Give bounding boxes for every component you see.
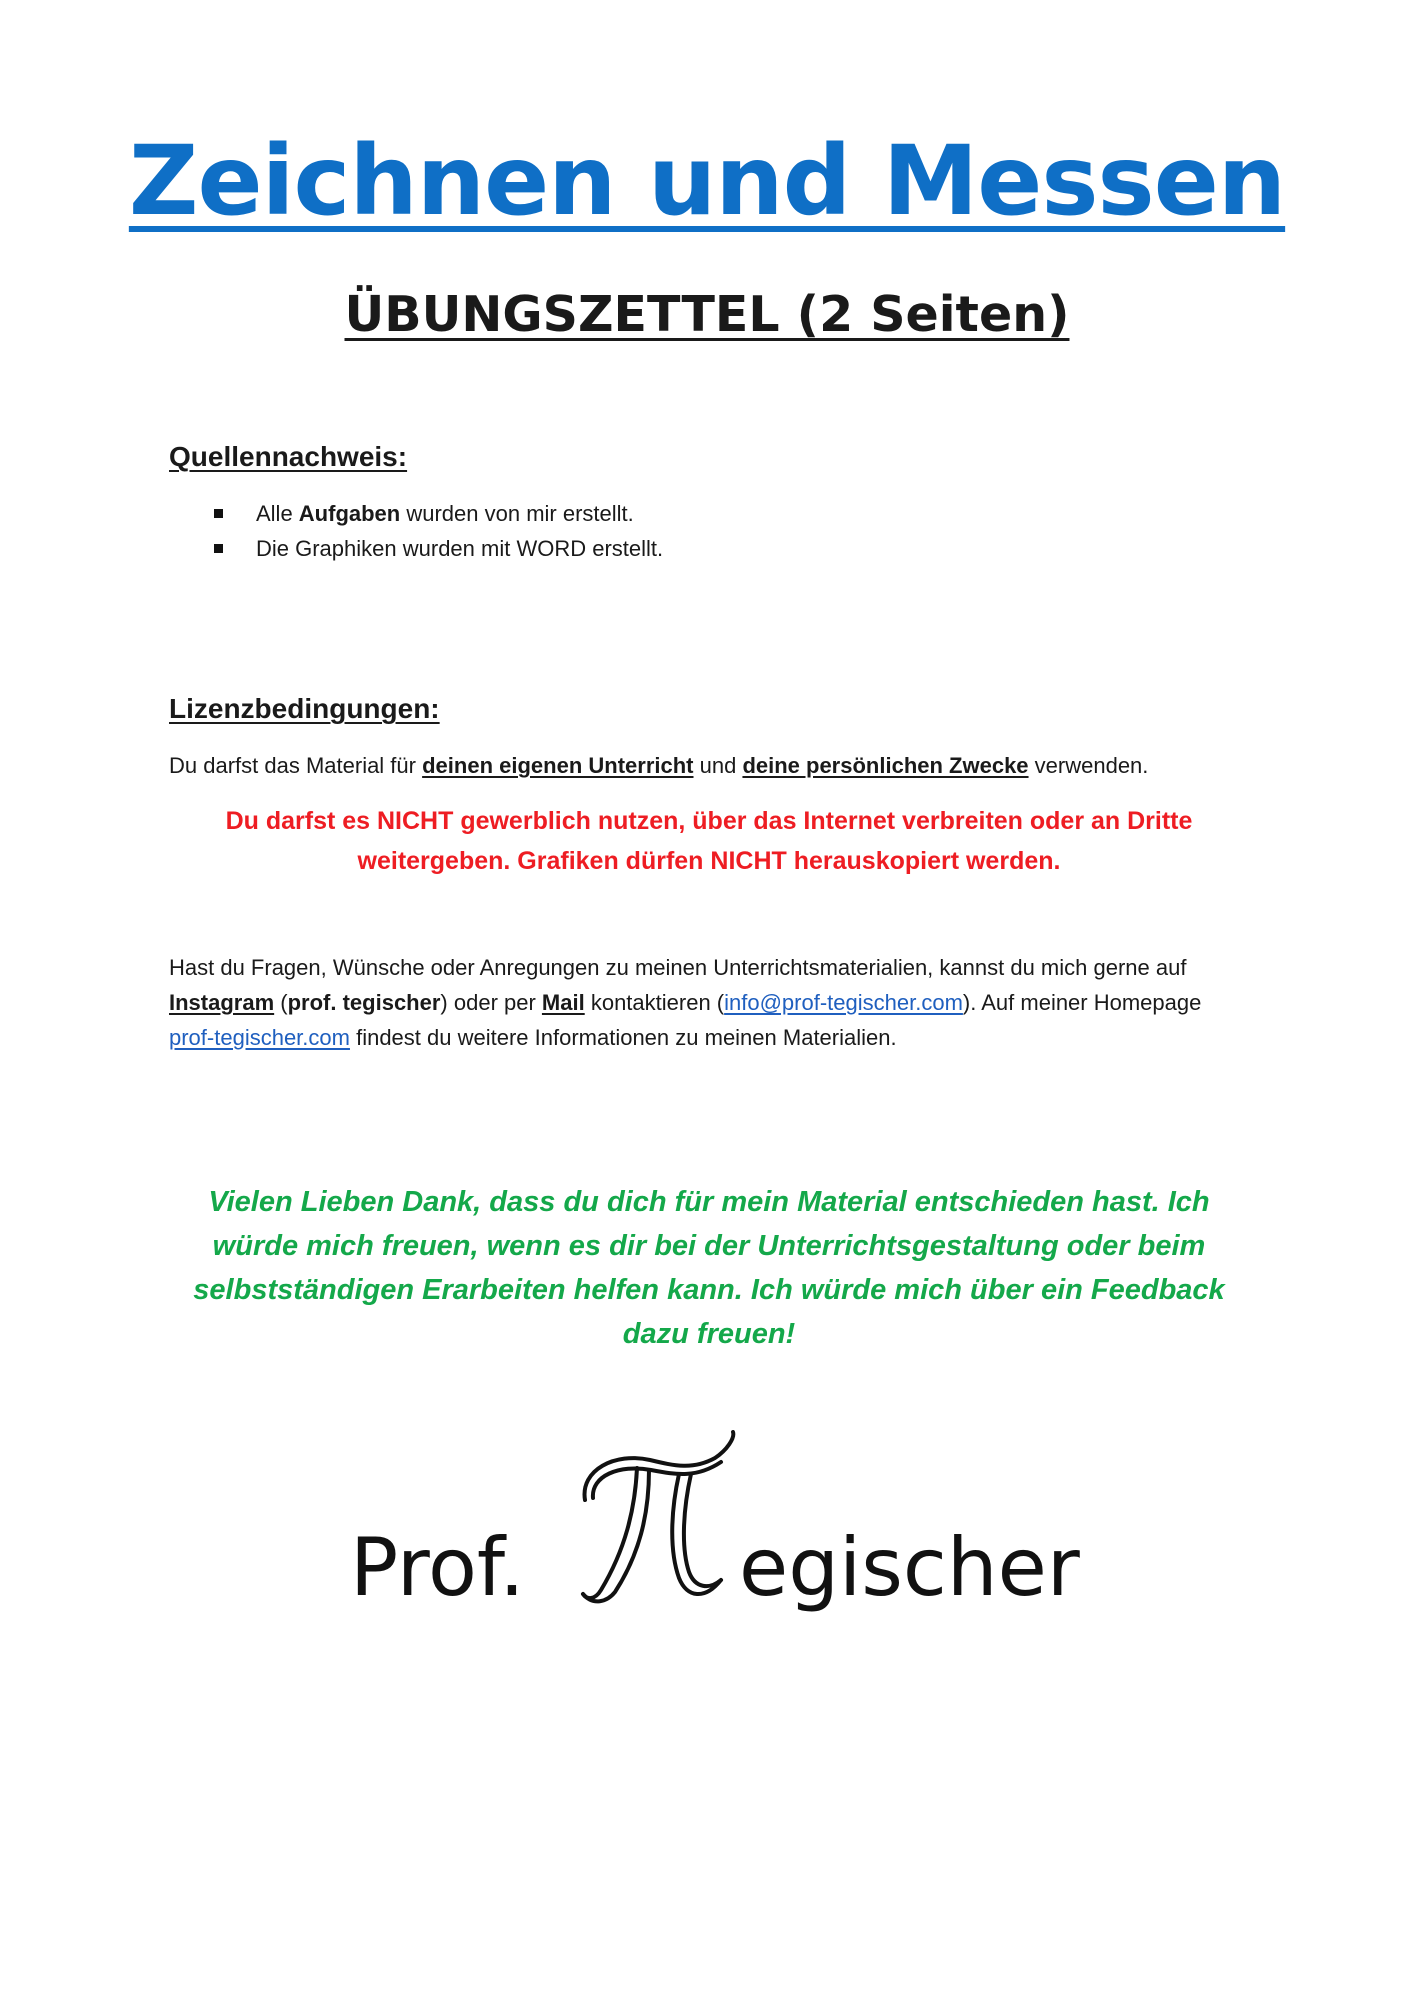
warning-line: weitergeben. Grafiken dürfen NICHT herauskopiert werden.: [357, 847, 1061, 875]
square-bullet-icon: [214, 544, 223, 553]
list-item-text: Die Graphiken wurden mit WORD erstellt.: [256, 536, 664, 561]
logo-prefix: Prof.: [350, 1521, 525, 1614]
mail-label: Mail: [541, 990, 585, 1015]
text-emphasis: deine persönlichen Zwecke: [742, 753, 1029, 778]
page-subtitle: [0, 285, 1414, 345]
text-emphasis: deinen eigenen Unterricht: [422, 753, 694, 778]
square-bullet-icon: [214, 509, 223, 518]
warning-line: Du darfst es NICHT gewerblich nutzen, über das Internet verbreiten oder an Dritte: [225, 807, 1193, 835]
brand-logo: [350, 1430, 1080, 1630]
text-run: Hast du Fragen, Wünsche oder Anregungen zu meinen Unterrichtsmaterialien, kannst du mich gerne auf: [169, 955, 1187, 980]
logo-suffix: egischer: [739, 1521, 1080, 1614]
list-item: [169, 496, 663, 531]
pi-icon: [575, 1430, 745, 1610]
text-run: kontaktieren (: [584, 990, 725, 1015]
thanks-line: dazu freuen!: [622, 1318, 796, 1350]
text-run: (: [274, 990, 288, 1015]
page-title: [0, 122, 1414, 240]
license-paragraph: [169, 748, 1249, 783]
contact-paragraph: [169, 950, 1249, 1055]
list-item-text: Alle: [256, 501, 299, 526]
license-warning: [169, 801, 1249, 881]
thanks-line: Vielen Lieben Dank, dass du dich für mein Material entschieden hast. Ich: [208, 1186, 1210, 1218]
sources-heading-text: Quellennachweis:: [169, 441, 408, 472]
text-run: ) oder per: [440, 990, 542, 1015]
page-title-text: Zeichnen und Messen: [128, 125, 1286, 237]
text-run: verwenden.: [1028, 753, 1149, 778]
text-run: ). Auf meiner Homepage: [962, 990, 1202, 1015]
homepage-link[interactable]: prof-tegischer.com: [169, 1025, 350, 1050]
text-run: Du darfst das Material für: [169, 753, 423, 778]
page-subtitle-text: ÜBUNGSZETTEL (2 Seiten): [344, 286, 1070, 343]
thanks-line: selbstständigen Erarbeiten helfen kann. Ich würde mich über ein Feedback: [193, 1274, 1225, 1306]
instagram-link[interactable]: Instagram: [169, 990, 275, 1015]
list-item-text: wurden von mir erstellt.: [400, 501, 634, 526]
instagram-handle: prof. tegischer: [287, 990, 441, 1015]
license-heading-text: Lizenzbedingungen:: [169, 693, 440, 724]
sources-heading: [169, 440, 407, 474]
thanks-line: würde mich freuen, wenn es dir bei der Unterrichtsgestaltung oder beim: [212, 1230, 1206, 1262]
thanks-message: [169, 1180, 1249, 1356]
list-item-bold: Aufgaben: [298, 501, 401, 526]
text-run: findest du weitere Informationen zu meinen Materialien.: [349, 1025, 897, 1050]
email-link[interactable]: info@prof-tegischer.com: [724, 990, 963, 1015]
sources-list: [169, 496, 663, 566]
license-heading: [169, 692, 440, 726]
text-run: und: [693, 753, 743, 778]
list-item: [169, 531, 663, 566]
